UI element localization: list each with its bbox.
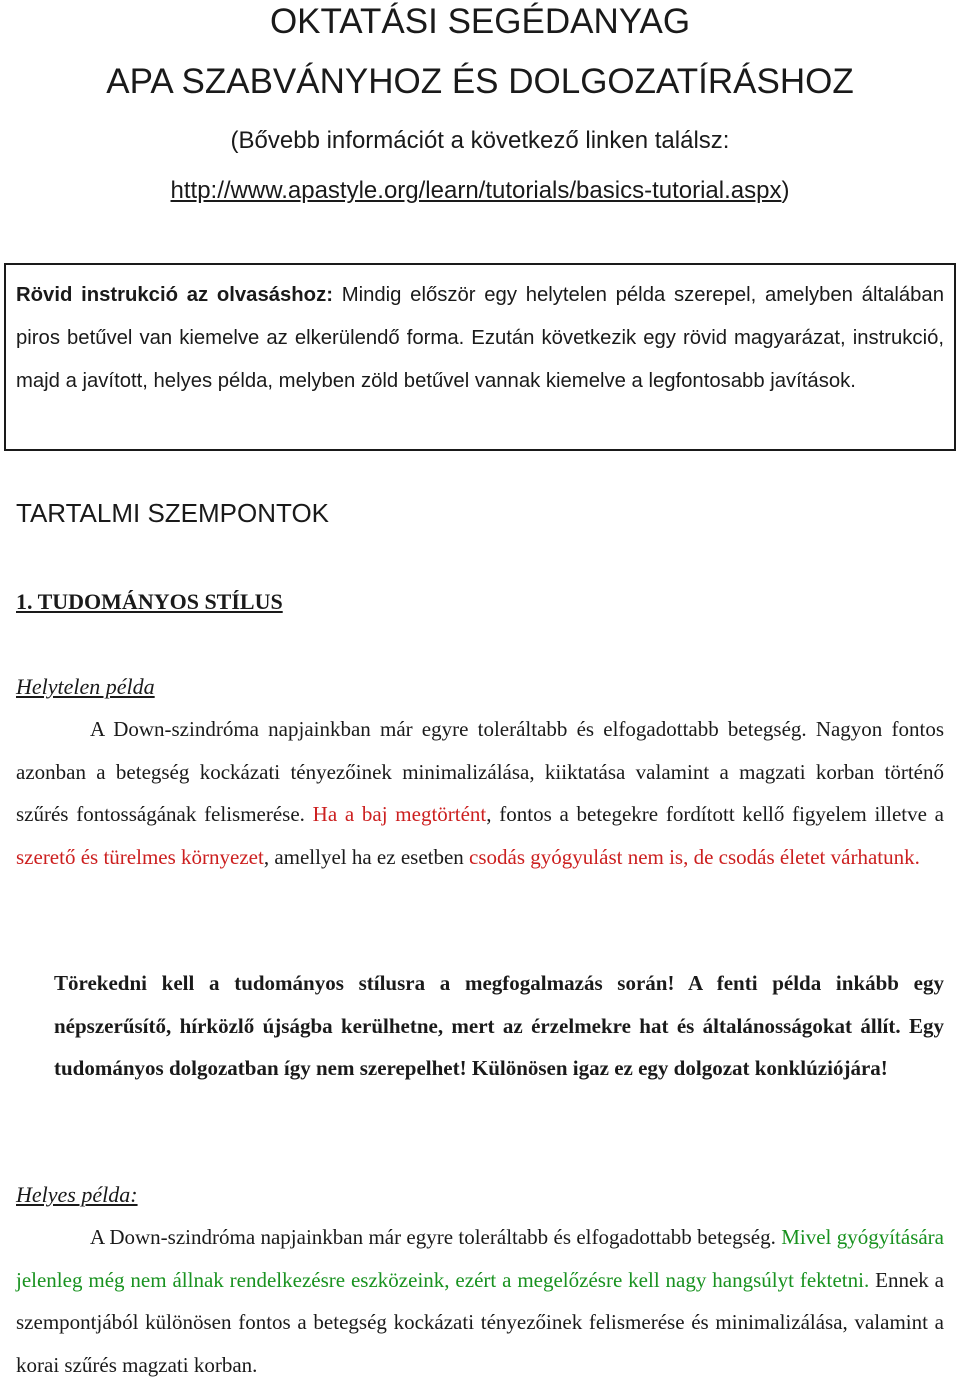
instruction-lead: Rövid instrukció az olvasáshoz:: [16, 284, 333, 306]
wrong-highlight-3: csodás gyógyulást nem is, de csodás életet várhatunk.: [469, 844, 920, 869]
document-title-line-1: OKTATÁSI SEGÉDANYAG: [269, 2, 691, 41]
section-title: TARTALMI SZEMPONTOK: [16, 498, 330, 528]
instruction-part-a: Mindig először egy helytelen példa szerepel, amelyben általában piros betűvel van kiemelve az elkerülendő forma.: [16, 284, 944, 349]
wrong-text-3: , amellyel ha ez esetben: [263, 844, 470, 869]
correct-text-2: Ennek a szempontjából különösen fontos a betegség kockázati tényezőinek felismerése és minimalizálása, valamint a korai szűrés magzati korban.: [16, 1267, 944, 1377]
correct-example-label: Helyes példa:: [16, 1182, 138, 1207]
wrong-highlight-2: szerető és türelmes környezet: [16, 844, 264, 869]
wrong-highlight-1: Ha a baj megtörtént: [312, 802, 487, 826]
correct-example-paragraph: [16, 1216, 944, 1386]
subsection-title: 1. TUDOMÁNYOS STÍLUS: [16, 589, 283, 614]
correct-highlight-1: Mivel gyógyítására jelenleg még nem állnak rendelkezésre eszközeink, ezért a megelőzésre kell nagy hangsúlyt fektetni.: [16, 1225, 944, 1292]
wrong-text-2: , fontos a betegekre fordított kellő figyelem illetve a: [486, 802, 944, 826]
instruction-part-b: Ezután következik egy rövid magyarázat, instrukció, majd a javított, helyes példa, melyben zöld betűvel vannak kiemelve a legfontosabb javítások.: [16, 327, 944, 392]
explanation-paragraph: Törekedni kell a tudományos stílusra a megfogalmazás során! A fenti példa inkább egy népszerűsítő, hírközlő újságba kerülhetne, mert az érzelmekre hat és általánosságokat állít. Egy tudományos dolgozatban így nem szerepelhet! Különösen igaz ez egy dolgozat konklúziójára!: [54, 971, 944, 1080]
closing-paren: ): [781, 177, 790, 204]
correct-text-1: A Down-szindróma napjainkban már egyre toleráltabb és elfogadottabb betegség.: [90, 1225, 782, 1249]
wrong-example-paragraph: [16, 708, 944, 878]
instruction-text: [16, 274, 944, 403]
wrong-text-1: A Down-szindróma napjainkban már egyre toleráltabb és elfogadottabb betegség. Nagyon fontos azonban a betegség kockázati tényezőinek minimalizálása, kiiktatása valamint a magzati korban történő szűrés fontosságának felismerése.: [16, 717, 944, 826]
wrong-example-label: Helytelen példa: [16, 674, 155, 699]
more-info-link-line: [0, 174, 960, 208]
more-info-text: (Bővebb információt a következő linken találsz:: [230, 127, 730, 154]
apastyle-link[interactable]: http://www.apastyle.org/learn/tutorials/basics-tutorial.aspx: [170, 177, 782, 204]
document-title-line-2: APA SZABVÁNYHOZ ÉS DOLGOZATÍRÁSHOZ: [106, 62, 854, 101]
